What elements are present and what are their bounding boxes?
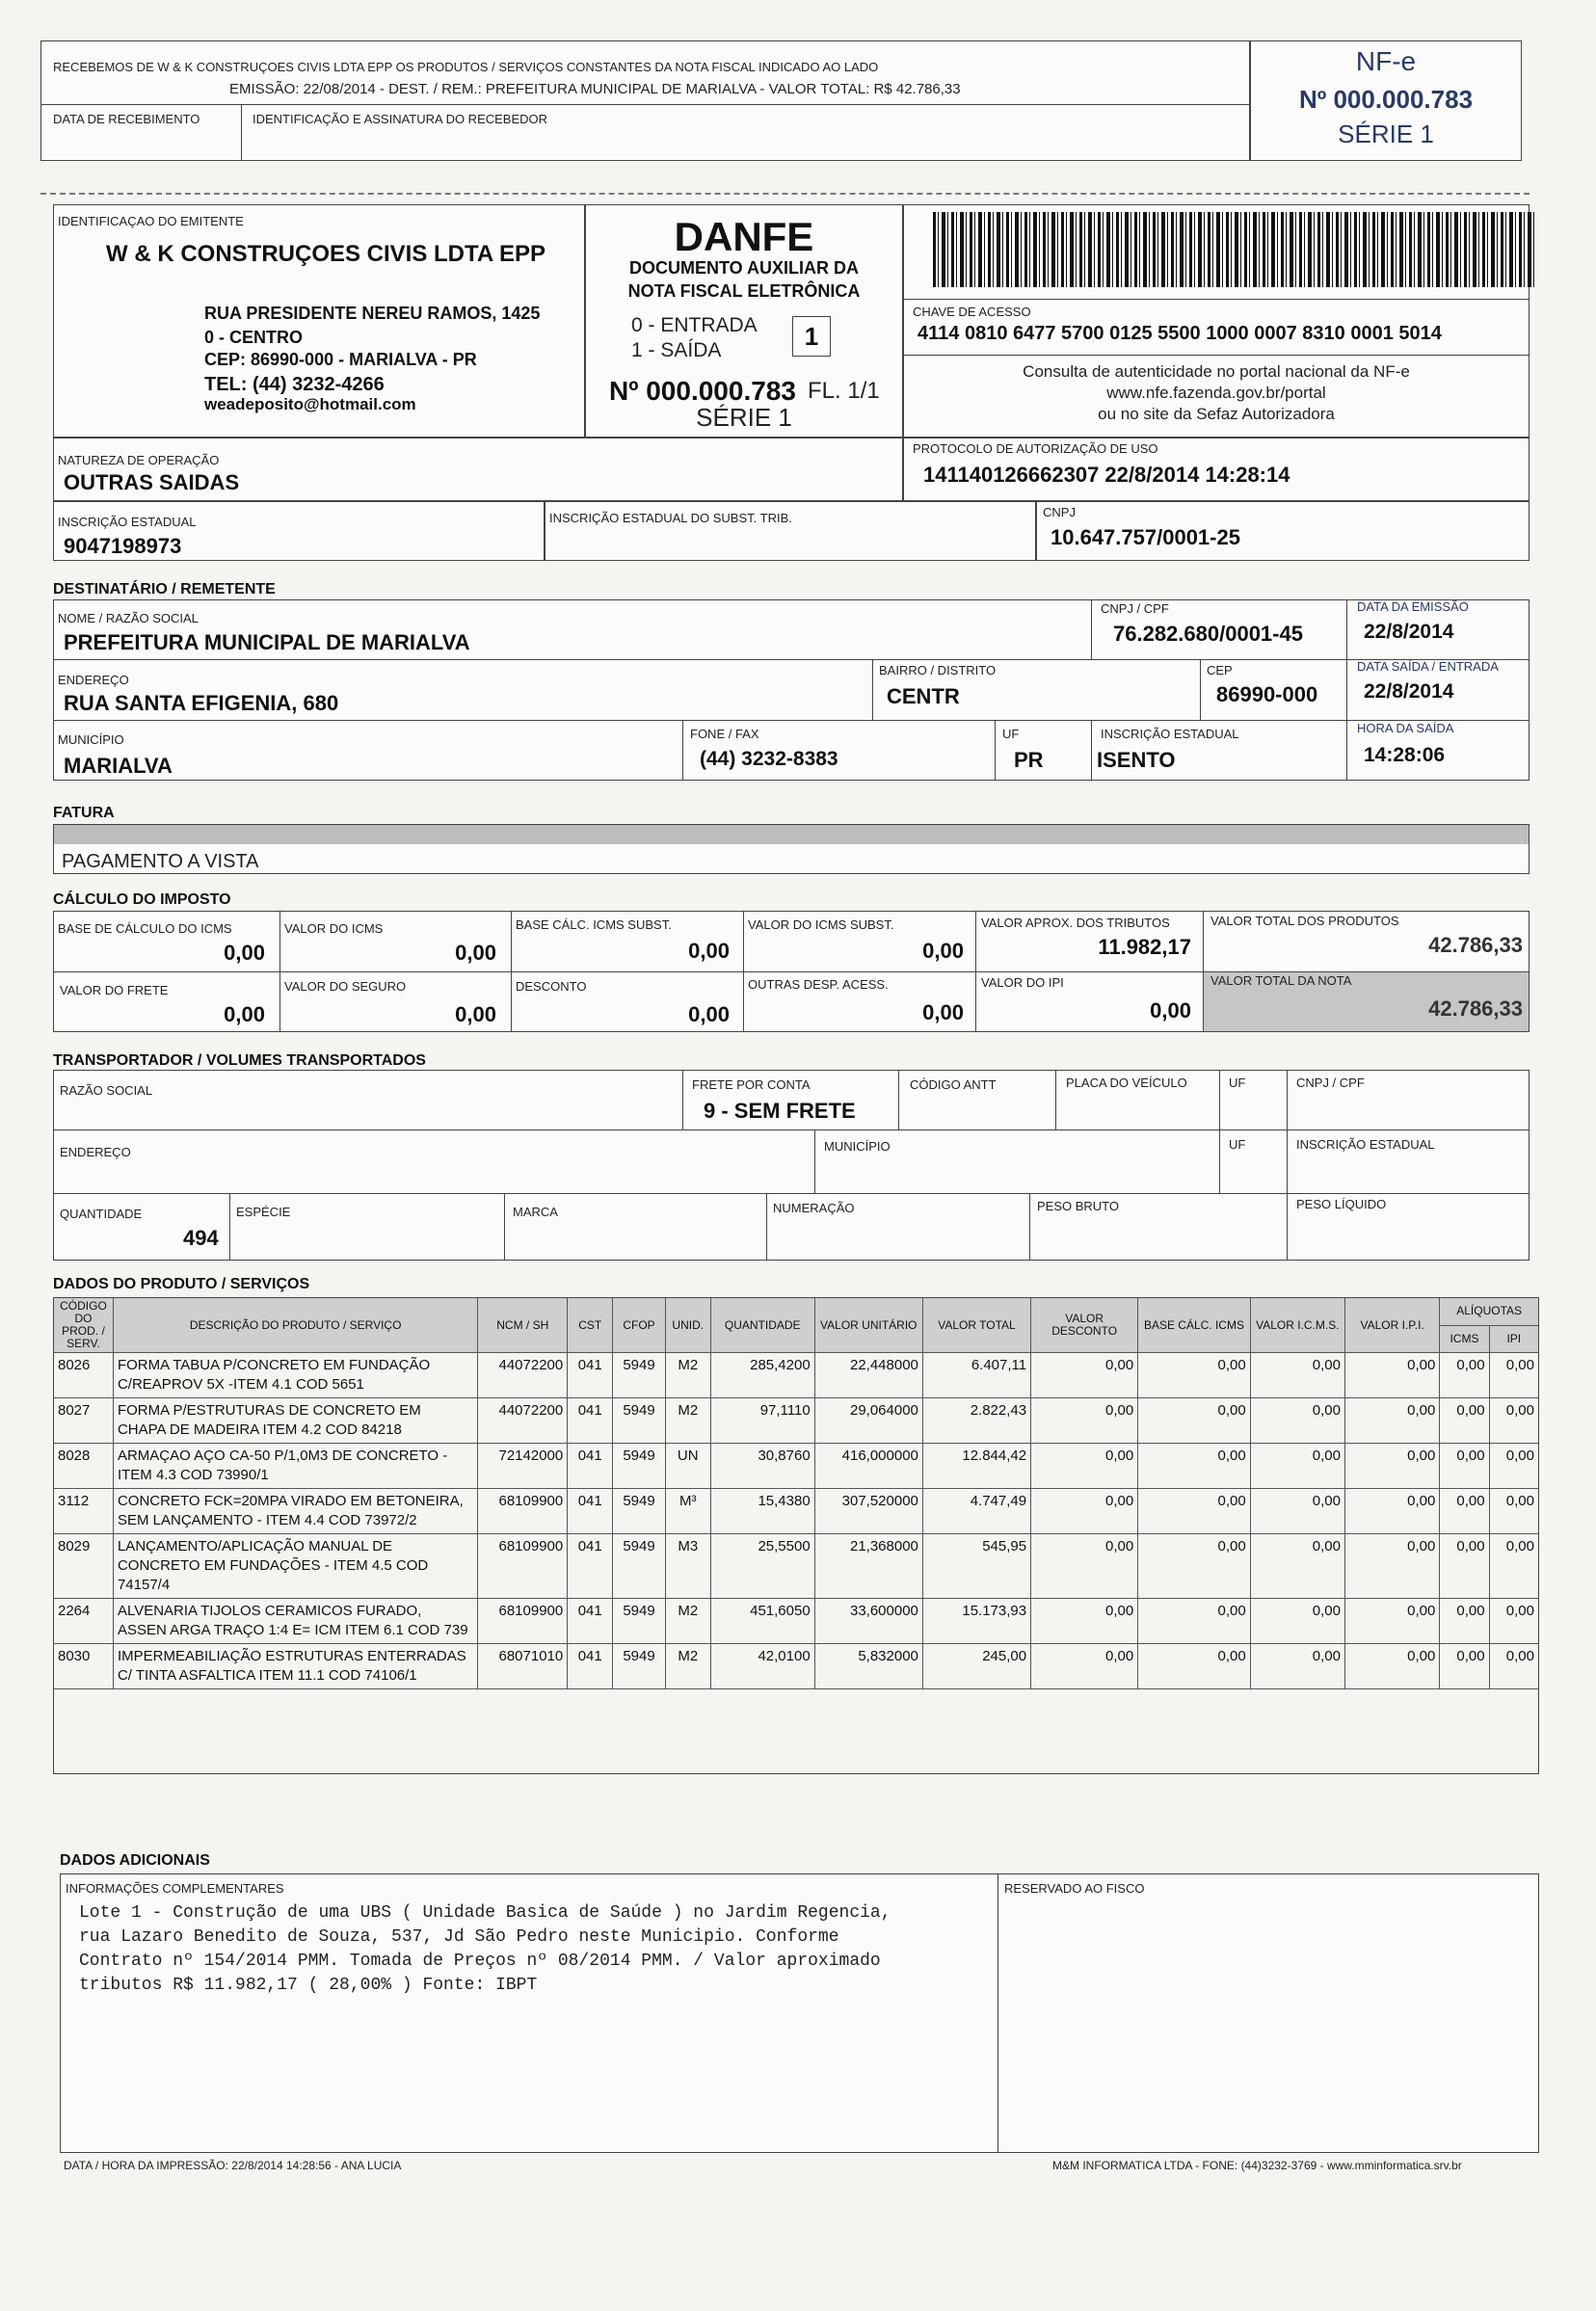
cell-vipi: 0,00 (1345, 1398, 1440, 1444)
nota-value: 42.786,33 (1428, 996, 1523, 1021)
cell-unid: M³ (665, 1489, 710, 1534)
receipt-signature-label: IDENTIFICAÇÃO E ASSINATURA DO RECEBEDOR (253, 112, 548, 126)
cell-aipi: 0,00 (1489, 1599, 1538, 1644)
dest-cnpj-label: CNPJ / CPF (1101, 601, 1169, 616)
receipt-emission-line: EMISSÃO: 22/08/2014 - DEST. / REM.: PREFEITURA MUNICIPAL DE MARIALVA - VALOR TOTAL: R$ 42.786,33 (229, 81, 961, 97)
access-key-value: 4114 0810 6477 5700 0125 5500 1000 0007 8310 0001 5014 (918, 323, 1442, 344)
cell-desc: FORMA TABUA P/CONCRETO EM FUNDAÇÃO C/REAPROV 5X -ITEM 4.1 COD 5651 (113, 1353, 477, 1398)
dest-name-label: NOME / RAZÃO SOCIAL (58, 611, 199, 625)
cell-desc: IMPERMEABILIAÇÃO ESTRUTURAS ENTERRADAS C/ TINTA ASFALTICA ITEM 11.1 COD 74106/1 (113, 1644, 477, 1689)
cell-unid: M2 (665, 1398, 710, 1444)
dest-hora: 14:28:06 (1364, 744, 1446, 766)
cut-line (40, 193, 1530, 195)
cell-desc: ALVENARIA TIJOLOS CERAMICOS FURADO, ASSEN ARGA TRAÇO 1:4 E= ICM ITEM 6.1 COD 739 (113, 1599, 477, 1644)
cell-vunit: 22,448000 (814, 1353, 922, 1398)
transp-municipio-label: MUNICÍPIO (824, 1139, 891, 1154)
ie-st-label: INSCRIÇÃO ESTADUAL DO SUBST. TRIB. (549, 511, 792, 525)
receipt-date-label: DATA DE RECEBIMENTO (53, 112, 200, 126)
dest-emissao: 22/8/2014 (1364, 621, 1454, 643)
v-st: 0,00 (922, 939, 964, 963)
cell-code: 8029 (54, 1534, 114, 1599)
cell-bc: 0,00 (1138, 1353, 1250, 1398)
cell-vtotal: 4.747,49 (922, 1489, 1030, 1534)
cell-vicms: 0,00 (1250, 1644, 1344, 1689)
cell-vicms: 0,00 (1250, 1599, 1344, 1644)
cell-code: 8030 (54, 1644, 114, 1689)
cell-desc_v: 0,00 (1031, 1444, 1138, 1489)
th-vipi: VALOR I.P.I. (1345, 1298, 1440, 1353)
cell-ncm: 72142000 (478, 1444, 568, 1489)
frete-value: 0,00 (224, 1002, 265, 1026)
cell-desc_v: 0,00 (1031, 1599, 1138, 1644)
th-aipi: IPI (1489, 1325, 1538, 1353)
emitter-address: RUA PRESIDENTE NEREU RAMOS, 1425 (204, 304, 541, 323)
cell-cfop: 5949 (613, 1444, 666, 1489)
th-cst: CST (568, 1298, 613, 1353)
consulta-line-2: www.nfe.fazenda.gov.br/portal (1106, 384, 1326, 402)
danfe-series: SÉRIE 1 (696, 403, 792, 432)
ipi-label: VALOR DO IPI (981, 975, 1064, 990)
cell-qtd: 451,6050 (710, 1599, 814, 1644)
cell-desc_v: 0,00 (1031, 1534, 1138, 1599)
cell-vtotal: 12.844,42 (922, 1444, 1030, 1489)
adicionais-section-title: DADOS ADICIONAIS (60, 1852, 210, 1869)
nota-label: VALOR TOTAL DA NOTA (1210, 973, 1352, 988)
seguro-label: VALOR DO SEGURO (284, 979, 407, 994)
ie-label: INSCRIÇÃO ESTADUAL (58, 515, 197, 529)
cell-aicms: 0,00 (1440, 1353, 1489, 1398)
cell-qtd: 285,4200 (710, 1353, 814, 1398)
info-line-2: rua Lazaro Benedito de Souza, 537, Jd São Pedro neste Municipio. Conforme (79, 1927, 839, 1947)
transp-peso-bruto-label: PESO BRUTO (1037, 1199, 1120, 1213)
cell-aipi: 0,00 (1489, 1489, 1538, 1534)
cell-aipi: 0,00 (1489, 1644, 1538, 1689)
cell-vipi: 0,00 (1345, 1599, 1440, 1644)
cell-aicms: 0,00 (1440, 1644, 1489, 1689)
cell-bc: 0,00 (1138, 1599, 1250, 1644)
cell-bc: 0,00 (1138, 1489, 1250, 1534)
cell-vicms: 0,00 (1250, 1444, 1344, 1489)
cell-vipi: 0,00 (1345, 1644, 1440, 1689)
cell-aicms: 0,00 (1440, 1489, 1489, 1534)
th-vunit: VALOR UNITÁRIO (814, 1298, 922, 1353)
receipt-stub (40, 40, 1250, 161)
transp-marca-label: MARCA (513, 1205, 558, 1219)
th-ncm: NCM / SH (478, 1298, 568, 1353)
destinatario-section-title: DESTINATÁRIO / REMETENTE (53, 581, 276, 598)
cell-vicms: 0,00 (1250, 1534, 1344, 1599)
cell-aipi: 0,00 (1489, 1534, 1538, 1599)
cell-aipi: 0,00 (1489, 1444, 1538, 1489)
cell-bc: 0,00 (1138, 1534, 1250, 1599)
fatura-gray-band (54, 825, 1529, 844)
info-line-1: Lote 1 - Construção de uma UBS ( Unidade Basica de Saúde ) no Jardim Regencia, (79, 1903, 891, 1923)
dest-cep-label: CEP (1207, 663, 1233, 677)
cell-vipi: 0,00 (1345, 1444, 1440, 1489)
cell-bc: 0,00 (1138, 1444, 1250, 1489)
dest-bairro-label: BAIRRO / DISTRITO (879, 663, 997, 677)
cell-vicms: 0,00 (1250, 1353, 1344, 1398)
natureza-label: NATUREZA DE OPERAÇÃO (58, 453, 220, 467)
v-icms-label: VALOR DO ICMS (284, 921, 384, 936)
v-icms: 0,00 (455, 941, 496, 965)
cell-code: 8028 (54, 1444, 114, 1489)
cell-bc: 0,00 (1138, 1398, 1250, 1444)
emitter-name: W & K CONSTRUÇOES CIVIS LDTA EPP (106, 241, 546, 267)
emitter-label: IDENTIFICAÇAO DO EMITENTE (58, 214, 244, 228)
cell-unid: M2 (665, 1599, 710, 1644)
cell-desc: CONCRETO FCK=20MPA VIRADO EM BETONEIRA, SEM LANÇAMENTO - ITEM 4.4 COD 73972/2 (113, 1489, 477, 1534)
cell-unid: M3 (665, 1534, 710, 1599)
cell-cfop: 5949 (613, 1644, 666, 1689)
dest-name: PREFEITURA MUNICIPAL DE MARIALVA (64, 630, 470, 654)
receipt-nfe-title: NF-e (1355, 46, 1417, 76)
cell-cst: 041 (568, 1353, 613, 1398)
cell-ncm: 68109900 (478, 1489, 568, 1534)
cnpj-emit-label: CNPJ (1043, 505, 1076, 519)
cell-unid: M2 (665, 1644, 710, 1689)
cell-aicms: 0,00 (1440, 1398, 1489, 1444)
consulta-line-3: ou no site da Sefaz Autorizadora (1098, 405, 1335, 423)
cell-cst: 041 (568, 1644, 613, 1689)
dest-uf-label: UF (1002, 727, 1020, 741)
cell-vunit: 33,600000 (814, 1599, 922, 1644)
cell-ncm: 68109900 (478, 1599, 568, 1644)
th-bc: BASE CÁLC. ICMS (1138, 1298, 1250, 1353)
transp-razao-label: RAZÃO SOCIAL (60, 1083, 153, 1098)
transp-cnpj-label: CNPJ / CPF (1296, 1076, 1365, 1090)
cell-ncm: 44072200 (478, 1398, 568, 1444)
cell-vtotal: 15.173,93 (922, 1599, 1030, 1644)
th-unid: UNID. (665, 1298, 710, 1353)
cell-ncm: 68109900 (478, 1534, 568, 1599)
cell-vipi: 0,00 (1345, 1353, 1440, 1398)
bc-st: 0,00 (688, 939, 730, 963)
th-vtotal: VALOR TOTAL (922, 1298, 1030, 1353)
dest-emissao-label: DATA DA EMISSÃO (1357, 599, 1469, 614)
emitter-district: 0 - CENTRO (204, 328, 304, 347)
emitter-cep: CEP: 86990-000 - MARIALVA - PR (204, 350, 477, 369)
imposto-section-title: CÁLCULO DO IMPOSTO (53, 891, 231, 908)
protocolo-label: PROTOCOLO DE AUTORIZAÇÃO DE USO (913, 441, 1158, 456)
dest-fone-label: FONE / FAX (690, 727, 759, 741)
info-label: INFORMAÇÕES COMPLEMENTARES (66, 1881, 284, 1896)
v-st-label: VALOR DO ICMS SUBST. (748, 917, 894, 932)
cell-vunit: 307,520000 (814, 1489, 922, 1534)
danfe-title: DANFE (674, 214, 814, 259)
transp-frete-label: FRETE POR CONTA (692, 1077, 811, 1092)
cell-code: 8026 (54, 1353, 114, 1398)
barcode-image (933, 212, 1536, 287)
outras-value: 0,00 (922, 1000, 964, 1024)
cell-desc_v: 0,00 (1031, 1644, 1138, 1689)
th-desc: DESCRIÇÃO DO PRODUTO / SERVIÇO (113, 1298, 477, 1353)
cell-cfop: 5949 (613, 1534, 666, 1599)
cell-aipi: 0,00 (1489, 1398, 1538, 1444)
frete-label: VALOR DO FRETE (60, 983, 169, 997)
cell-vicms: 0,00 (1250, 1489, 1344, 1534)
cell-qtd: 15,4380 (710, 1489, 814, 1534)
cell-cst: 041 (568, 1534, 613, 1599)
print-footer: DATA / HORA DA IMPRESSÃO: 22/8/2014 14:28:56 - ANA LUCIA (64, 2159, 402, 2172)
danfe-subtitle-2: NOTA FISCAL ELETRÔNICA (627, 281, 861, 301)
trib-label: VALOR APROX. DOS TRIBUTOS (981, 916, 1170, 930)
th-code: CÓDIGO DO PROD. / SERV. (54, 1298, 114, 1353)
cell-desc_v: 0,00 (1031, 1489, 1138, 1534)
fatura-value: PAGAMENTO A VISTA (62, 851, 259, 872)
transp-numeracao-label: NUMERAÇÃO (773, 1201, 855, 1215)
cell-cfop: 5949 (613, 1353, 666, 1398)
produtos-section-title: DADOS DO PRODUTO / SERVIÇOS (53, 1276, 310, 1292)
th-vicms: VALOR I.C.M.S. (1250, 1298, 1344, 1353)
consulta-line-1: Consulta de autenticidade no portal nacional da NF-e (1023, 362, 1410, 381)
prod-label: VALOR TOTAL DOS PRODUTOS (1210, 914, 1399, 928)
bc-icms: 0,00 (224, 941, 265, 965)
cell-ncm: 44072200 (478, 1353, 568, 1398)
danfe-folha: FL. 1/1 (808, 378, 880, 404)
dest-cnpj: 76.282.680/0001-45 (1113, 622, 1303, 646)
receipt-text: RECEBEMOS DE W & K CONSTRUÇOES CIVIS LDTA EPP OS PRODUTOS / SERVIÇOS CONSTANTES DA NOTA FISCAL INDICADO AO LADO (53, 60, 879, 74)
danfe-number: Nº 000.000.783 (609, 376, 796, 406)
cell-cst: 041 (568, 1398, 613, 1444)
cell-vtotal: 545,95 (922, 1534, 1030, 1599)
cell-qtd: 42,0100 (710, 1644, 814, 1689)
dest-endereco-label: ENDEREÇO (58, 673, 129, 687)
bc-icms-label: BASE DE CÁLCULO DO ICMS (58, 921, 232, 936)
trib-value: 11.982,17 (1098, 935, 1191, 959)
bc-st-label: BASE CÁLC. ICMS SUBST. (516, 917, 672, 932)
danfe-subtitle-1: DOCUMENTO AUXILIAR DA (629, 258, 859, 278)
cell-cst: 041 (568, 1599, 613, 1644)
cell-desc: FORMA P/ESTRUTURAS DE CONCRETO EM CHAPA DE MADEIRA ITEM 4.2 COD 84218 (113, 1398, 477, 1444)
dest-bairro: CENTR (887, 684, 960, 708)
transp-endereco-label: ENDEREÇO (60, 1145, 131, 1159)
outras-label: OUTRAS DESP. ACESS. (748, 977, 889, 992)
transp-frete: 9 - SEM FRETE (704, 1099, 856, 1123)
fisco-label: RESERVADO AO FISCO (1004, 1881, 1145, 1896)
cell-cst: 041 (568, 1444, 613, 1489)
cell-vtotal: 6.407,11 (922, 1353, 1030, 1398)
transp-antt-label: CÓDIGO ANTT (910, 1077, 997, 1092)
cell-cst: 041 (568, 1489, 613, 1534)
transp-qtd-label: QUANTIDADE (60, 1207, 143, 1221)
emitter-phone: TEL: (44) 3232-4266 (204, 374, 385, 395)
receipt-nfe-series: SÉRIE 1 (1338, 120, 1434, 148)
cell-vipi: 0,00 (1345, 1489, 1440, 1534)
protocolo-value: 141140126662307 22/8/2014 14:28:14 (923, 463, 1290, 487)
products-table-frame (53, 1297, 1539, 1774)
cell-aicms: 0,00 (1440, 1444, 1489, 1489)
danfe-type-value: 1 (804, 322, 819, 351)
cell-desc_v: 0,00 (1031, 1353, 1138, 1398)
transporte-section-title: TRANSPORTADOR / VOLUMES TRANSPORTADOS (53, 1052, 426, 1069)
cell-bc: 0,00 (1138, 1644, 1250, 1689)
dest-saida-label: DATA SAÍDA / ENTRADA (1357, 659, 1499, 674)
danfe-entrada: 0 - ENTRADA (631, 314, 758, 336)
prod-value: 42.786,33 (1428, 933, 1523, 957)
cell-ncm: 68071010 (478, 1644, 568, 1689)
dest-municipio: MARIALVA (64, 754, 173, 778)
th-aliquotas: ALÍQUOTAS (1440, 1298, 1539, 1326)
transp-uf-label: UF (1229, 1076, 1246, 1090)
danfe-saida: 1 - SAÍDA (631, 339, 722, 361)
th-cfop: CFOP (613, 1298, 666, 1353)
cell-vtotal: 245,00 (922, 1644, 1030, 1689)
th-vdesc: VALOR DESCONTO (1031, 1298, 1138, 1353)
cell-cfop: 5949 (613, 1599, 666, 1644)
cell-vipi: 0,00 (1345, 1534, 1440, 1599)
cell-vunit: 416,000000 (814, 1444, 922, 1489)
cell-code: 8027 (54, 1398, 114, 1444)
cell-desc: ARMAÇAO AÇO CA-50 P/1,0M3 DE CONCRETO - ITEM 4.3 COD 73990/1 (113, 1444, 477, 1489)
desconto-label: DESCONTO (516, 979, 587, 994)
fatura-section-title: FATURA (53, 805, 115, 821)
cell-vtotal: 2.822,43 (922, 1398, 1030, 1444)
dest-municipio-label: MUNICÍPIO (58, 732, 124, 747)
transp-peso-liq-label: PESO LÍQUIDO (1296, 1197, 1387, 1211)
cell-qtd: 97,1110 (710, 1398, 814, 1444)
desconto-value: 0,00 (688, 1002, 730, 1026)
emitter-email: weadeposito@hotmail.com (204, 395, 416, 413)
access-key-label: CHAVE DE ACESSO (913, 305, 1031, 319)
th-aicms: ICMS (1440, 1325, 1489, 1353)
cell-aicms: 0,00 (1440, 1534, 1489, 1599)
cell-vunit: 21,368000 (814, 1534, 922, 1599)
dest-uf: PR (1014, 748, 1044, 772)
cell-code: 3112 (54, 1489, 114, 1534)
dest-fone: (44) 3232-8383 (700, 748, 838, 770)
transp-uf2-label: UF (1229, 1137, 1246, 1152)
seguro-value: 0,00 (455, 1002, 496, 1026)
dest-ie-label: INSCRIÇÃO ESTADUAL (1101, 727, 1239, 741)
cell-vunit: 5,832000 (814, 1644, 922, 1689)
info-line-4: tributos R$ 11.982,17 ( 28,00% ) Fonte: IBPT (79, 1976, 538, 1995)
cell-desc: LANÇAMENTO/APLICAÇÃO MANUAL DE CONCRETO EM FUNDAÇÕES - ITEM 4.5 COD 74157/4 (113, 1534, 477, 1599)
info-line-3: Contrato nº 154/2014 PMM. Tomada de Preços nº 08/2014 PMM. / Valor aproximado (79, 1952, 881, 1971)
transp-qtd: 494 (183, 1226, 219, 1250)
dest-saida: 22/8/2014 (1364, 680, 1454, 703)
natureza-value: OUTRAS SAIDAS (64, 470, 240, 494)
dest-ie: ISENTO (1097, 748, 1176, 772)
cnpj-emit-value: 10.647.757/0001-25 (1051, 525, 1240, 549)
cell-qtd: 30,8760 (710, 1444, 814, 1489)
cell-vicms: 0,00 (1250, 1398, 1344, 1444)
cell-cfop: 5949 (613, 1489, 666, 1534)
cell-aicms: 0,00 (1440, 1599, 1489, 1644)
cell-unid: M2 (665, 1353, 710, 1398)
cell-aipi: 0,00 (1489, 1353, 1538, 1398)
transp-especie-label: ESPÉCIE (236, 1205, 291, 1219)
th-qtd: QUANTIDADE (710, 1298, 814, 1353)
cell-cfop: 5949 (613, 1398, 666, 1444)
receipt-nfe-number: Nº 000.000.783 (1298, 85, 1474, 114)
transp-ie-label: INSCRIÇÃO ESTADUAL (1296, 1137, 1435, 1152)
cell-qtd: 25,5500 (710, 1534, 814, 1599)
cell-desc_v: 0,00 (1031, 1398, 1138, 1444)
cell-code: 2264 (54, 1599, 114, 1644)
ipi-value: 0,00 (1150, 998, 1191, 1023)
vendor-footer: M&M INFORMATICA LTDA - FONE: (44)3232-3769 - www.mminformatica.srv.br (1052, 2159, 1462, 2172)
transp-placa-label: PLACA DO VEÍCULO (1066, 1076, 1187, 1090)
dest-cep: 86990-000 (1216, 682, 1318, 706)
dest-endereco: RUA SANTA EFIGENIA, 680 (64, 691, 339, 715)
cell-unid: UN (665, 1444, 710, 1489)
cell-vunit: 29,064000 (814, 1398, 922, 1444)
dest-hora-label: HORA DA SAÍDA (1357, 721, 1454, 735)
ie-value: 9047198973 (64, 534, 182, 558)
